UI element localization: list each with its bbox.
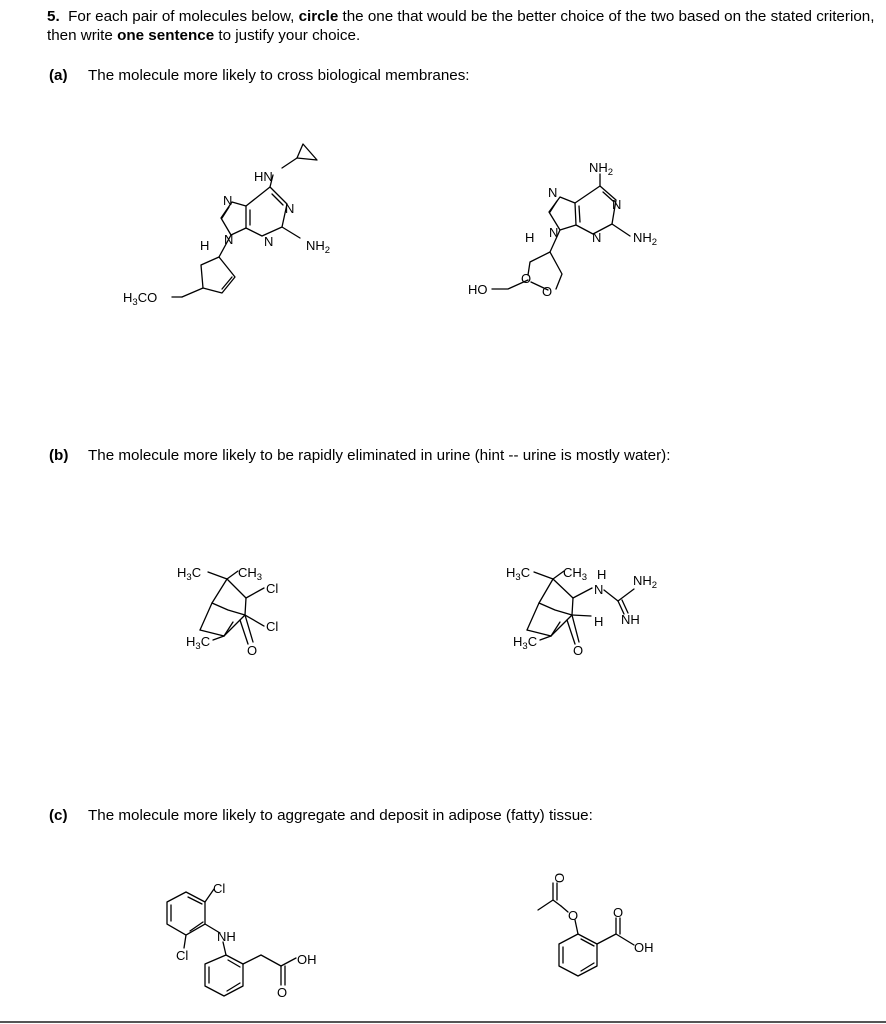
a-right-n9-label: N <box>549 225 559 240</box>
a-left-n9-label: N <box>224 232 234 247</box>
molecule-a-right <box>492 174 630 290</box>
b-right-nh-label: NH <box>621 612 640 627</box>
part-c-label: (c) <box>49 807 68 824</box>
c-right-o-acid-label: O <box>613 905 624 920</box>
a-left-h3co-label: $H_3CO$ <box>123 290 158 308</box>
b-right-h-top-label: H <box>597 567 607 582</box>
c-right-o-top-label: O <box>552 872 567 883</box>
question-bold-one-sentence: one sentence <box>117 27 215 44</box>
b-left-cl2-label: Cl <box>266 619 279 634</box>
a-right-o1-label: O <box>521 271 532 286</box>
part-a-label: (a) <box>49 67 68 84</box>
part-a-prompt: The molecule more likely to cross biological membranes: <box>88 67 470 84</box>
c-left-cl2-label: Cl <box>176 948 189 963</box>
molecule-c-right <box>538 883 634 976</box>
a-right-n7-label: N <box>548 185 558 200</box>
molecule-b-right <box>527 571 634 644</box>
a-left-n1-label: N <box>285 201 295 216</box>
c-right-oh-label: OH <box>634 940 654 955</box>
b-left-h3c-top-label: $H_3C$ <box>177 565 202 583</box>
a-right-nh2-top-label: $NH_2$ <box>589 160 614 178</box>
b-right-h3c-bottom-label: $H_3C$ <box>513 634 538 652</box>
c-left-o-label: O <box>277 985 288 1000</box>
a-right-ho-label: HO <box>468 282 488 297</box>
a-left-h-label: H <box>200 238 210 253</box>
question-number: 5. <box>47 8 60 25</box>
question-text-3: to justify your choice. <box>214 27 361 44</box>
molecule-a-left <box>172 144 317 297</box>
question-bold-circle: circle <box>298 8 339 25</box>
question-text-2: the one that would be the better choice of the two based on the stated criterion, then write <box>47 8 875 44</box>
a-right-n1-label: N <box>612 197 622 212</box>
a-right-h-label: H <box>525 230 535 245</box>
a-left-hn-label: HN <box>254 169 273 184</box>
a-left-n7-label: N <box>223 193 233 208</box>
a-right-n3-label: N <box>592 230 602 245</box>
c-left-oh-label: OH <box>297 952 317 967</box>
part-b-label: (b) <box>49 447 69 464</box>
c-left-cl1-label: Cl <box>213 881 226 896</box>
b-left-cl1-label: Cl <box>266 581 279 596</box>
b-right-h-label: H <box>594 614 604 629</box>
part-b-prompt: The molecule more likely to be rapidly eliminated in urine (hint -- urine is mostly water): <box>88 447 671 464</box>
b-right-ch3-label: $CH_3$ <box>563 565 588 583</box>
b-left-h3c-bottom-label: $H_3C$ <box>186 634 211 652</box>
part-c-prompt: The molecule more likely to aggregate and deposit in adipose (fatty) tissue: <box>88 807 593 824</box>
a-left-n3-label: N <box>264 234 274 249</box>
b-left-o-label: O <box>247 643 258 658</box>
b-right-n-label: N <box>594 582 604 597</box>
question-text-1: For each pair of molecules below, <box>68 8 299 25</box>
a-right-nh2-label: $NH_2$ <box>633 230 658 248</box>
b-right-h3c-top-label: $H_3C$ <box>506 565 531 583</box>
page-bottom-divider <box>0 1021 886 1023</box>
a-left-nh2-label: $NH_2$ <box>306 238 331 256</box>
c-right-o-ester-label: O <box>568 908 579 923</box>
a-right-o2-label: O <box>542 284 553 299</box>
b-right-o-label: O <box>573 643 584 658</box>
b-left-ch3-label: $CH_3$ <box>238 565 263 583</box>
b-right-nh2-label: $NH_2$ <box>633 573 658 591</box>
c-left-nh-label: NH <box>217 929 236 944</box>
